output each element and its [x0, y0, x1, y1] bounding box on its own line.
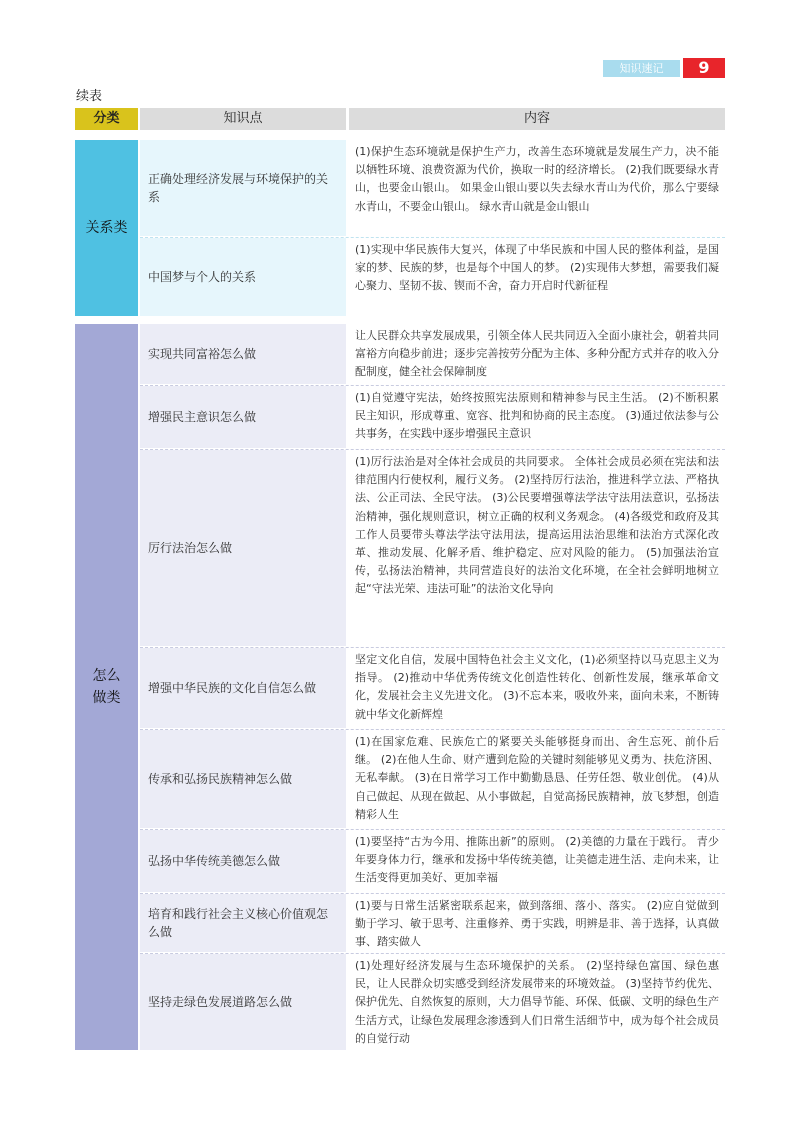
- content-cell: (1)处理好经济发展与生态环境保护的关系。 (2)坚持绿色富国、绿色惠民，让人民群众切实感受到经济发展带来的环境效益。 (3)坚持节约优先、保护优先、自然恢复的原则，大力倡导节能、环保、低碳、文明的绿色生产生活方式，让绿色发展理念渗透到人们日常生活细节中，成为每个社会成员的自觉行动: [349, 954, 725, 1050]
- page-number: 9: [683, 58, 725, 78]
- content-cell: 坚定文化自信，发展中国特色社会主义文化，(1)必须坚持以马克思主义为指导。 (2)推动中华优秀传统文化创造性转化、创新性发展，继承革命文化，发展社会主义先进文化。 (3)不忘本来，吸收外来，面向未来，不断铸就中华文化新辉煌: [349, 648, 725, 728]
- section-tab: 知识速记: [603, 60, 680, 77]
- continued-label: 续表: [76, 89, 103, 104]
- knowledge-point-cell: 增强中华民族的文化自信怎么做: [140, 648, 346, 728]
- knowledge-point-cell: 坚持走绿色发展道路怎么做: [140, 954, 346, 1050]
- knowledge-point-cell: 弘扬中华传统美德怎么做: [140, 830, 346, 892]
- knowledge-point-cell: 增强民主意识怎么做: [140, 386, 346, 448]
- content-cell: (1)实现中华民族伟大复兴，体现了中华民族和中国人民的整体利益，是国家的梦、民族的梦，也是每个中国人的梦。 (2)实现伟大梦想，需要我们凝心聚力、坚韧不拔、锲而不舍，奋力开启时代新征程: [349, 238, 725, 316]
- content-cell: (1)要坚持“古为今用、推陈出新”的原则。 (2)美德的力量在于践行。 青少年要身体力行，继承和发扬中华传统美德，让美德走进生活、走向未来，让生活变得更加美好、更加幸福: [349, 830, 725, 892]
- knowledge-point-cell: 中国梦与个人的关系: [140, 238, 346, 316]
- column-header-category: 分类: [75, 108, 138, 130]
- content-cell: (1)厉行法治是对全体社会成员的共同要求。 全体社会成员必须在宪法和法律范围内行使权利，履行义务。 (2)坚持厉行法治，推进科学立法、严格执法、公正司法、全民守法。 (3)公民要增强尊法学法守法用法意识，弘扬法治精神，强化规则意识，树立正确的权利义务观念。 (4)各级党和政府及其工作人员要带头尊法学法守法用法，提高运用法治思维和法治方式深化改革、推动发展、化解矛盾、维护稳定、应对风险的能力。 (5)加强法治宣传，弘扬法治精神，共同营造良好的法治文化环境，在全社会鲜明地树立起“守法光荣、违法可耻”的法治文化导向: [349, 450, 725, 646]
- knowledge-point-cell: 传承和弘扬民族精神怎么做: [140, 730, 346, 828]
- knowledge-point-cell: 培育和践行社会主义核心价值观怎么做: [140, 894, 346, 952]
- column-header-content: 内容: [349, 108, 725, 130]
- category-cell: [75, 324, 138, 1050]
- knowledge-point-cell: 实现共同富裕怎么做: [140, 324, 346, 384]
- content-cell: 让人民群众共享发展成果，引领全体人民共同迈入全面小康社会，朝着共同富裕方向稳步前进；逐步完善按劳分配为主体、多种分配方式并存的收入分配制度，健全社会保障制度: [349, 324, 725, 384]
- content-cell: (1)自觉遵守宪法，始终按照宪法原则和精神参与民主生活。 (2)不断积累民主知识，形成尊重、宽容、批判和协商的民主态度。 (3)通过依法参与公共事务，在实践中逐步增强民主意识: [349, 386, 725, 448]
- knowledge-point-cell: 厉行法治怎么做: [140, 450, 346, 646]
- category-label: 怎么做类: [92, 668, 121, 706]
- content-cell: (1)保护生态环境就是保护生产力，改善生态环境就是发展生产力，决不能以牺牲环境、浪费资源为代价，换取一时的经济增长。 (2)我们既要绿水青山，也要金山银山。 如果金山银山要以失去绿水青山为代价，那么宁要绿水青山，不要金山银山。 绿水青山就是金山银山: [349, 140, 725, 236]
- knowledge-point-cell: 正确处理经济发展与环境保护的关系: [140, 140, 346, 236]
- category-cell: 关系类: [75, 140, 138, 316]
- content-cell: (1)要与日常生活紧密联系起来，做到落细、落小、落实。 (2)应自觉做到勤于学习、敏于思考、注重修养、勇于实践，明辨是非、善于选择，认真做事、踏实做人: [349, 894, 725, 952]
- column-header-point: 知识点: [140, 108, 346, 130]
- content-cell: (1)在国家危难、民族危亡的紧要关头能够挺身而出、舍生忘死、前仆后继。 (2)在他人生命、财产遭到危险的关键时刻能够见义勇为、扶危济困、无私奉献。 (3)在日常学习工作中勤勤恳恳、任劳任怨、敬业创优。 (4)从自己做起、从现在做起、从小事做起，自觉高扬民族精神，放飞梦想，创造精彩人生: [349, 730, 725, 828]
